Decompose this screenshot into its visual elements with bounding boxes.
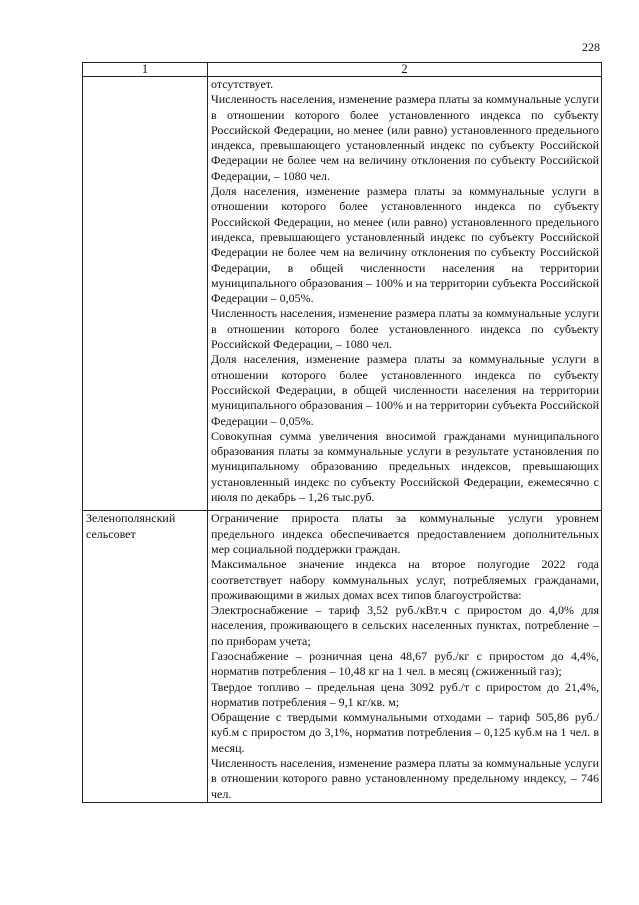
paragraph: Обращение с твердыми коммунальными отходами – тариф 505,86 руб./куб.м с приростом до 3,1%, норматив потребления – 0,125 куб.м на 1 чел. в месяц. <box>211 710 599 755</box>
paragraph: Численность населения, изменение размера платы за коммунальные услуги в отношении которого более установленного индекса по субъекту Российской Федерации, – 1080 чел. <box>211 306 599 352</box>
column-header-1: 1 <box>83 63 208 77</box>
paragraph: Численность населения, изменение размера платы за коммунальные услуги в отношении которого равно установленному предельному индексу, – 746 чел. <box>211 756 599 801</box>
description-cell <box>208 511 602 803</box>
document-table <box>82 62 602 803</box>
description-cell <box>208 77 602 511</box>
paragraph: Доля населения, изменение размера платы за коммунальные услуги в отношении которого более установленного индекса по субъекту Российской Федерации, но менее (или равно) установленного предельного индекса, превышающего установленный индекс по субъекту Российской Федерации не более чем на величину отклонения по субъекту Российской Федерации, в общей численности населения на территории муниципального образования – 100% и на территории субъекта Российской Федерации – 0,05%. <box>211 184 599 306</box>
paragraph: Доля населения, изменение размера платы за коммунальные услуги в отношении которого более установленного индекса по субъекту Российской Федерации, в общей численности населения на территории муниципального образования – 100% и на территории субъекта Российской Федерации – 0,05%. <box>211 352 599 428</box>
paragraph: Численность населения, изменение размера платы за коммунальные услуги в отношении которого более установленного индекса по субъекту Российской Федерации, но менее (или равно) установленного предельного индекса, превышающего установленный индекс по субъекту Российской Федерации не более чем на величину отклонения по субъекту Российской Федерации, – 1080 чел. <box>211 92 599 183</box>
table-row <box>83 511 602 803</box>
table-row <box>83 77 602 511</box>
column-header-2: 2 <box>208 63 602 77</box>
paragraph: Максимальное значение индекса на второе полугодие 2022 года соответствует набору коммунальных услуг, потребляемых гражданами, проживающими в жилых домах всех типов благоустройства: <box>211 557 599 602</box>
municipality-cell: Зеленополянский сельсовет <box>83 511 208 803</box>
paragraph: Твердое топливо – предельная цена 3092 руб./т с приростом до 21,4%, норматив потребления – 9,1 кг/кв. м; <box>211 679 599 709</box>
paragraph: Газоснабжение – розничная цена 48,67 руб./кг с приростом до 4,4%, норматив потребления – 10,48 кг на 1 чел. в месяц (сжиженный газ); <box>211 648 599 679</box>
table-header-row <box>83 63 602 77</box>
paragraph: Электроснабжение – тариф 3,52 руб./кВт.ч с приростом до 4,0% для населения, проживающего в сельских населенных пунктах, потребление – по приборам учета; <box>211 603 599 648</box>
paragraph: Совокупная сумма увеличения вносимой гражданами муниципального образования платы за коммунальные услуги в результате установления по муниципальному образованию предельных индексов, превышающих установленный индекс по субъекту Российской Федерации, ежемесячно с июля по декабрь – 1,26 тыс.руб. <box>211 428 599 505</box>
paragraph: Ограничение прироста платы за коммунальные услуги уровнем предельного индекса обеспечивается предоставлением дополнительных мер социальной поддержки граждан. <box>211 511 599 556</box>
municipality-cell <box>83 77 208 511</box>
page-number: 228 <box>582 40 600 54</box>
paragraph: отсутствует. <box>211 77 274 91</box>
